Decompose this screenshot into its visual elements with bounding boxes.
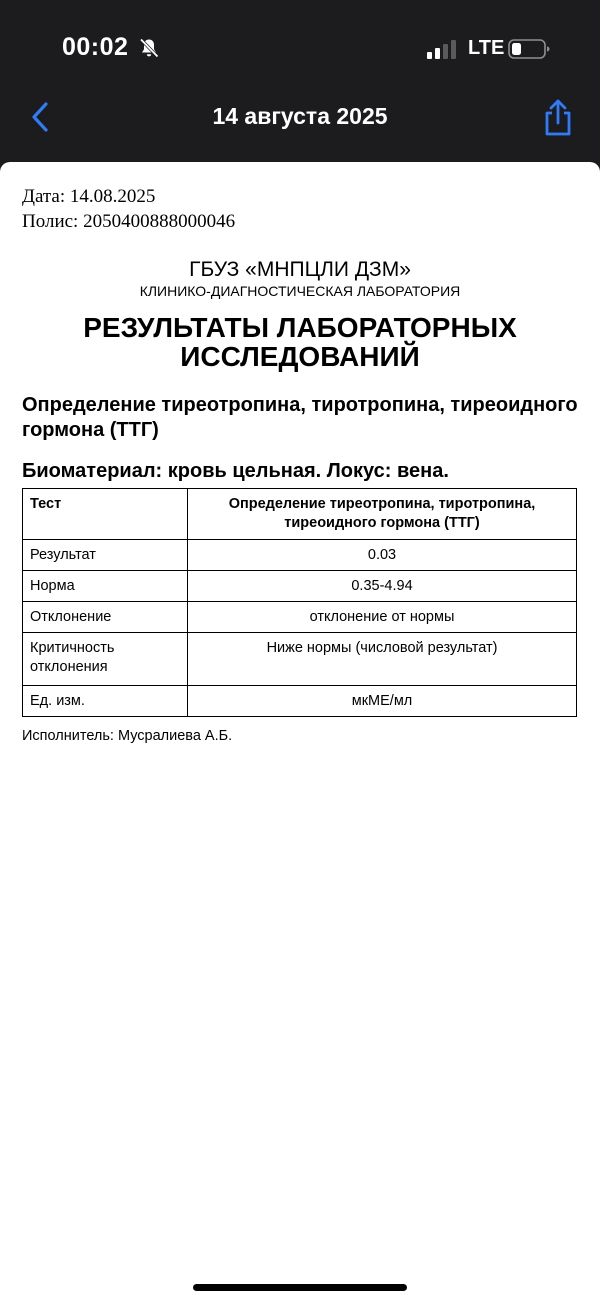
row-label: Критичность отклонения: [23, 633, 188, 686]
status-bar: [0, 0, 600, 90]
table-row: [23, 540, 577, 571]
row-value: 0.35-4.94: [188, 571, 577, 602]
organization-subtitle: КЛИНИКО-ДИАГНОСТИЧЕСКАЯ ЛАБОРАТОРИЯ: [139, 283, 461, 299]
battery-icon: [508, 38, 550, 60]
report-title: РЕЗУЛЬТАТЫ ЛАБОРАТОРНЫХ ИССЛЕДОВАНИЙ: [83, 312, 517, 372]
home-indicator[interactable]: [193, 1284, 407, 1291]
status-time: 00:02: [62, 33, 129, 61]
header-test: Тест: [23, 489, 188, 540]
table-row: [23, 602, 577, 633]
report-date: Дата: 14.08.2025: [22, 186, 156, 207]
table-header-row: [23, 489, 577, 540]
navigation-bar: [0, 90, 600, 162]
row-value: 0.03: [188, 540, 577, 571]
row-label: Отклонение: [23, 602, 188, 633]
test-name: Определение тиреотропина, тиротропина, тиреоидного гормона (ТТГ): [22, 394, 578, 441]
network-type: LTE: [468, 37, 505, 59]
cellular-signal-icon: [426, 38, 458, 60]
results-table: [22, 488, 577, 717]
bell-off-icon: [138, 37, 160, 59]
table-row: [23, 571, 577, 602]
document-sheet: [0, 162, 600, 1303]
table-row: [23, 633, 577, 686]
row-value: отклонение от нормы: [188, 602, 577, 633]
row-label: Результат: [23, 540, 188, 571]
biomaterial-info: Биоматериал: кровь цельная. Локус: вена.: [22, 460, 449, 482]
row-label: Ед. изм.: [23, 686, 188, 717]
row-label: Норма: [23, 571, 188, 602]
policy-number: Полис: 2050400888000046: [22, 211, 236, 232]
header-test-name: Определение тиреотропина, тиротропина, тиреоидного гормона (ТТГ): [188, 489, 577, 540]
row-value: Ниже нормы (числовой результат): [188, 633, 577, 686]
executor: Исполнитель: Мусралиева А.Б.: [22, 728, 233, 744]
row-value: мкМЕ/мл: [188, 686, 577, 717]
table-row: [23, 686, 577, 717]
lab-report: [22, 184, 578, 745]
share-icon[interactable]: [540, 98, 576, 138]
organization-name: ГБУЗ «МНПЦЛИ ДЗМ»: [189, 258, 411, 281]
page-title: 14 августа 2025: [212, 103, 388, 129]
